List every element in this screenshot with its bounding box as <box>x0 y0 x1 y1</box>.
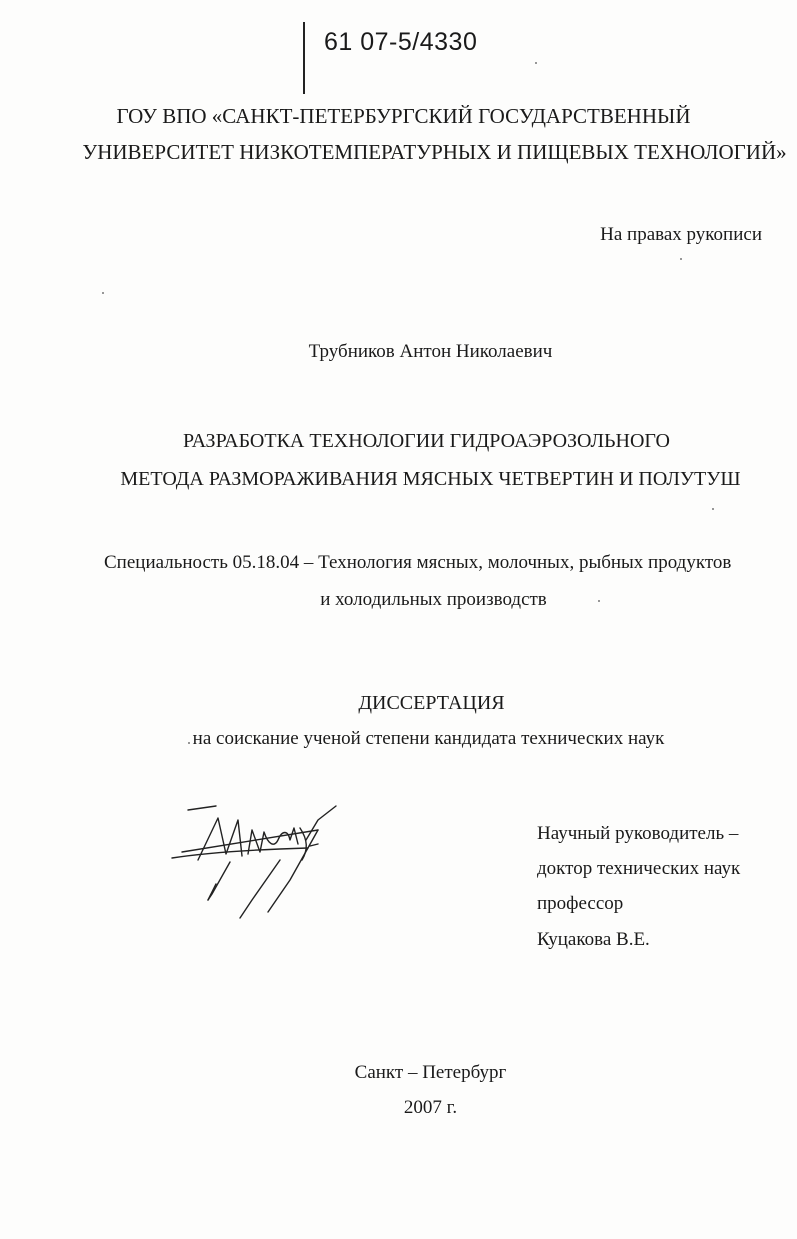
organization-line-2: УНИВЕРСИТЕТ НИЗКОТЕМПЕРАТУРНЫХ И ПИЩЕВЫХ ТЕХНОЛОГИЙ» <box>82 140 787 164</box>
document-type: ДИССЕРТАЦИЯ <box>358 692 505 714</box>
supervisor-rank: профессор <box>537 893 624 914</box>
specialty-line-1: Специальность 05.18.04 – Технология мясных, молочных, рыбных продуктов <box>104 552 732 573</box>
specialty-line-2: и холодильных производств <box>320 589 547 610</box>
author-signature <box>168 800 348 920</box>
place-of-publication: Санкт – Петербург <box>354 1062 507 1083</box>
supervisor-degree: доктор технических наук <box>537 858 741 879</box>
scan-speck <box>535 62 537 64</box>
scan-speck <box>102 292 104 294</box>
organization-line-1: ГОУ ВПО «САНКТ-ПЕТЕРБУРГСКИЙ ГОСУДАРСТВЕННЫЙ <box>116 104 691 128</box>
scan-speck <box>598 600 600 602</box>
supervisor-name: Куцакова В.Е. <box>537 929 650 950</box>
archive-stamp-number: 61 07-5/4330 <box>324 28 478 56</box>
stamp-vertical-line <box>303 22 305 94</box>
degree-line: на соискание ученой степени кандидата технических наук <box>192 728 665 749</box>
scan-speck <box>188 742 190 744</box>
scan-speck <box>712 508 714 510</box>
author-name: Трубников Антон Николаевич <box>308 341 553 362</box>
scan-speck <box>680 258 682 260</box>
rights-note: На правах рукописи <box>600 224 762 245</box>
publication-year: 2007 г. <box>403 1097 458 1118</box>
supervisor-role: Научный руководитель – <box>537 823 739 844</box>
title-line-1: РАЗРАБОТКА ТЕХНОЛОГИИ ГИДРОАЭРОЗОЛЬНОГО <box>183 430 670 452</box>
title-line-2: МЕТОДА РАЗМОРАЖИВАНИЯ МЯСНЫХ ЧЕТВЕРТИН И ПОЛУТУШ <box>120 468 741 490</box>
